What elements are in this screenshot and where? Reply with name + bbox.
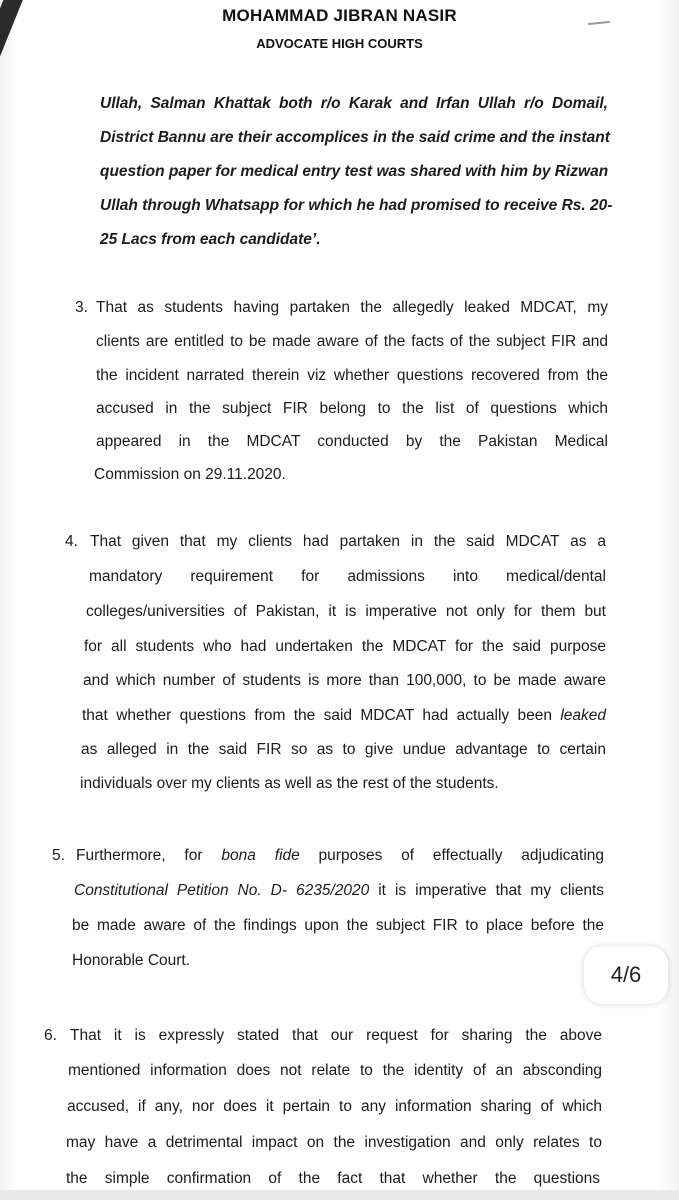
letterhead-name: MOHAMMAD JIBRAN NASIR bbox=[222, 6, 457, 25]
emphasis-leaked: leaked bbox=[560, 707, 606, 724]
paragraph-line: as alleged in the said FIR so as to give undue advantage to certain bbox=[81, 741, 606, 758]
paragraph-line: clients are entitled to be made aware of the facts of the subject FIR and bbox=[96, 333, 608, 350]
paragraph-line bbox=[74, 881, 604, 901]
paragraph-line-text: that whether questions from the said MDCAT had actually been bbox=[82, 707, 561, 724]
paragraph-line bbox=[76, 846, 604, 866]
paragraph-line: colleges/universities of Pakistan, it is imperative not only for them but bbox=[86, 603, 606, 620]
paragraph-line: mentioned information does not relate to the identity of an absconding bbox=[68, 1062, 602, 1079]
paragraph-line-text: purposes of effectually adjudicating bbox=[299, 847, 605, 864]
paragraph-line: accused, if any, nor does it pertain to any information sharing of which bbox=[67, 1098, 602, 1115]
page-indicator-badge: 4/6 bbox=[584, 946, 668, 1004]
emphasis-bona-fide: bona fide bbox=[221, 847, 300, 864]
paragraph-line: for all students who had undertaken the MDCAT for the said purpose bbox=[84, 638, 606, 655]
paragraph-line: the simple confirmation of the fact that whether the questions bbox=[66, 1170, 600, 1187]
paragraph-line: be made aware of the findings upon the subject FIR to place before the bbox=[72, 917, 604, 934]
quote-line: District Bannu are their accomplices in the said crime and the instant bbox=[100, 129, 610, 146]
paragraph-line-text: Furthermore, for bbox=[76, 847, 222, 864]
paragraph-line: That as students having partaken the allegedly leaked MDCAT, my bbox=[96, 299, 608, 316]
paragraph-line: That given that my clients had partaken in the said MDCAT as a bbox=[90, 533, 606, 550]
paragraph-line: Honorable Court. bbox=[72, 952, 191, 969]
paragraph-line bbox=[82, 706, 606, 726]
emphasis-petition-number: Constitutional Petition No. D- 6235/2020 bbox=[74, 882, 370, 899]
paragraph-number: 5. bbox=[52, 847, 65, 864]
paragraph-line: Commission on 29.11.2020. bbox=[94, 466, 286, 483]
quote-line: Ullah, Salman Khattak both r/o Karak and Irfan Ullah r/o Domail, bbox=[100, 95, 608, 112]
paragraph-line: accused in the subject FIR belong to the list of questions which bbox=[96, 400, 608, 417]
paragraph-line: That it is expressly stated that our request for sharing the above bbox=[70, 1027, 602, 1044]
quote-line: question paper for medical entry test was shared with him by Rizwan bbox=[100, 163, 609, 180]
page-bottom-edge bbox=[0, 1190, 679, 1200]
paragraph-line: individuals over my clients as well as the rest of the students. bbox=[80, 775, 499, 792]
quote-line: Ullah through Whatsapp for which he had promised to receive Rs. 20- bbox=[100, 197, 613, 214]
paragraph-line-text: it is imperative that my clients bbox=[369, 882, 604, 899]
paragraph-line: the incident narrated therein viz whether questions recovered from the bbox=[96, 367, 608, 384]
quote-line: 25 Lacs from each candidate’. bbox=[100, 231, 321, 248]
paragraph-line: and which number of students is more than 100,000, to be made aware bbox=[83, 672, 606, 689]
paragraph-line: may have a detrimental impact on the investigation and only relates to bbox=[66, 1134, 602, 1151]
paragraph-line: mandatory requirement for admissions into medical/dental bbox=[89, 568, 606, 585]
paragraph-number: 3. bbox=[75, 299, 88, 316]
paragraph-number: 6. bbox=[44, 1027, 57, 1044]
paragraph-line: appeared in the MDCAT conducted by the Pakistan Medical bbox=[96, 433, 608, 450]
paragraph-number: 4. bbox=[65, 533, 78, 550]
letterhead-subtitle: ADVOCATE HIGH COURTS bbox=[256, 36, 423, 51]
